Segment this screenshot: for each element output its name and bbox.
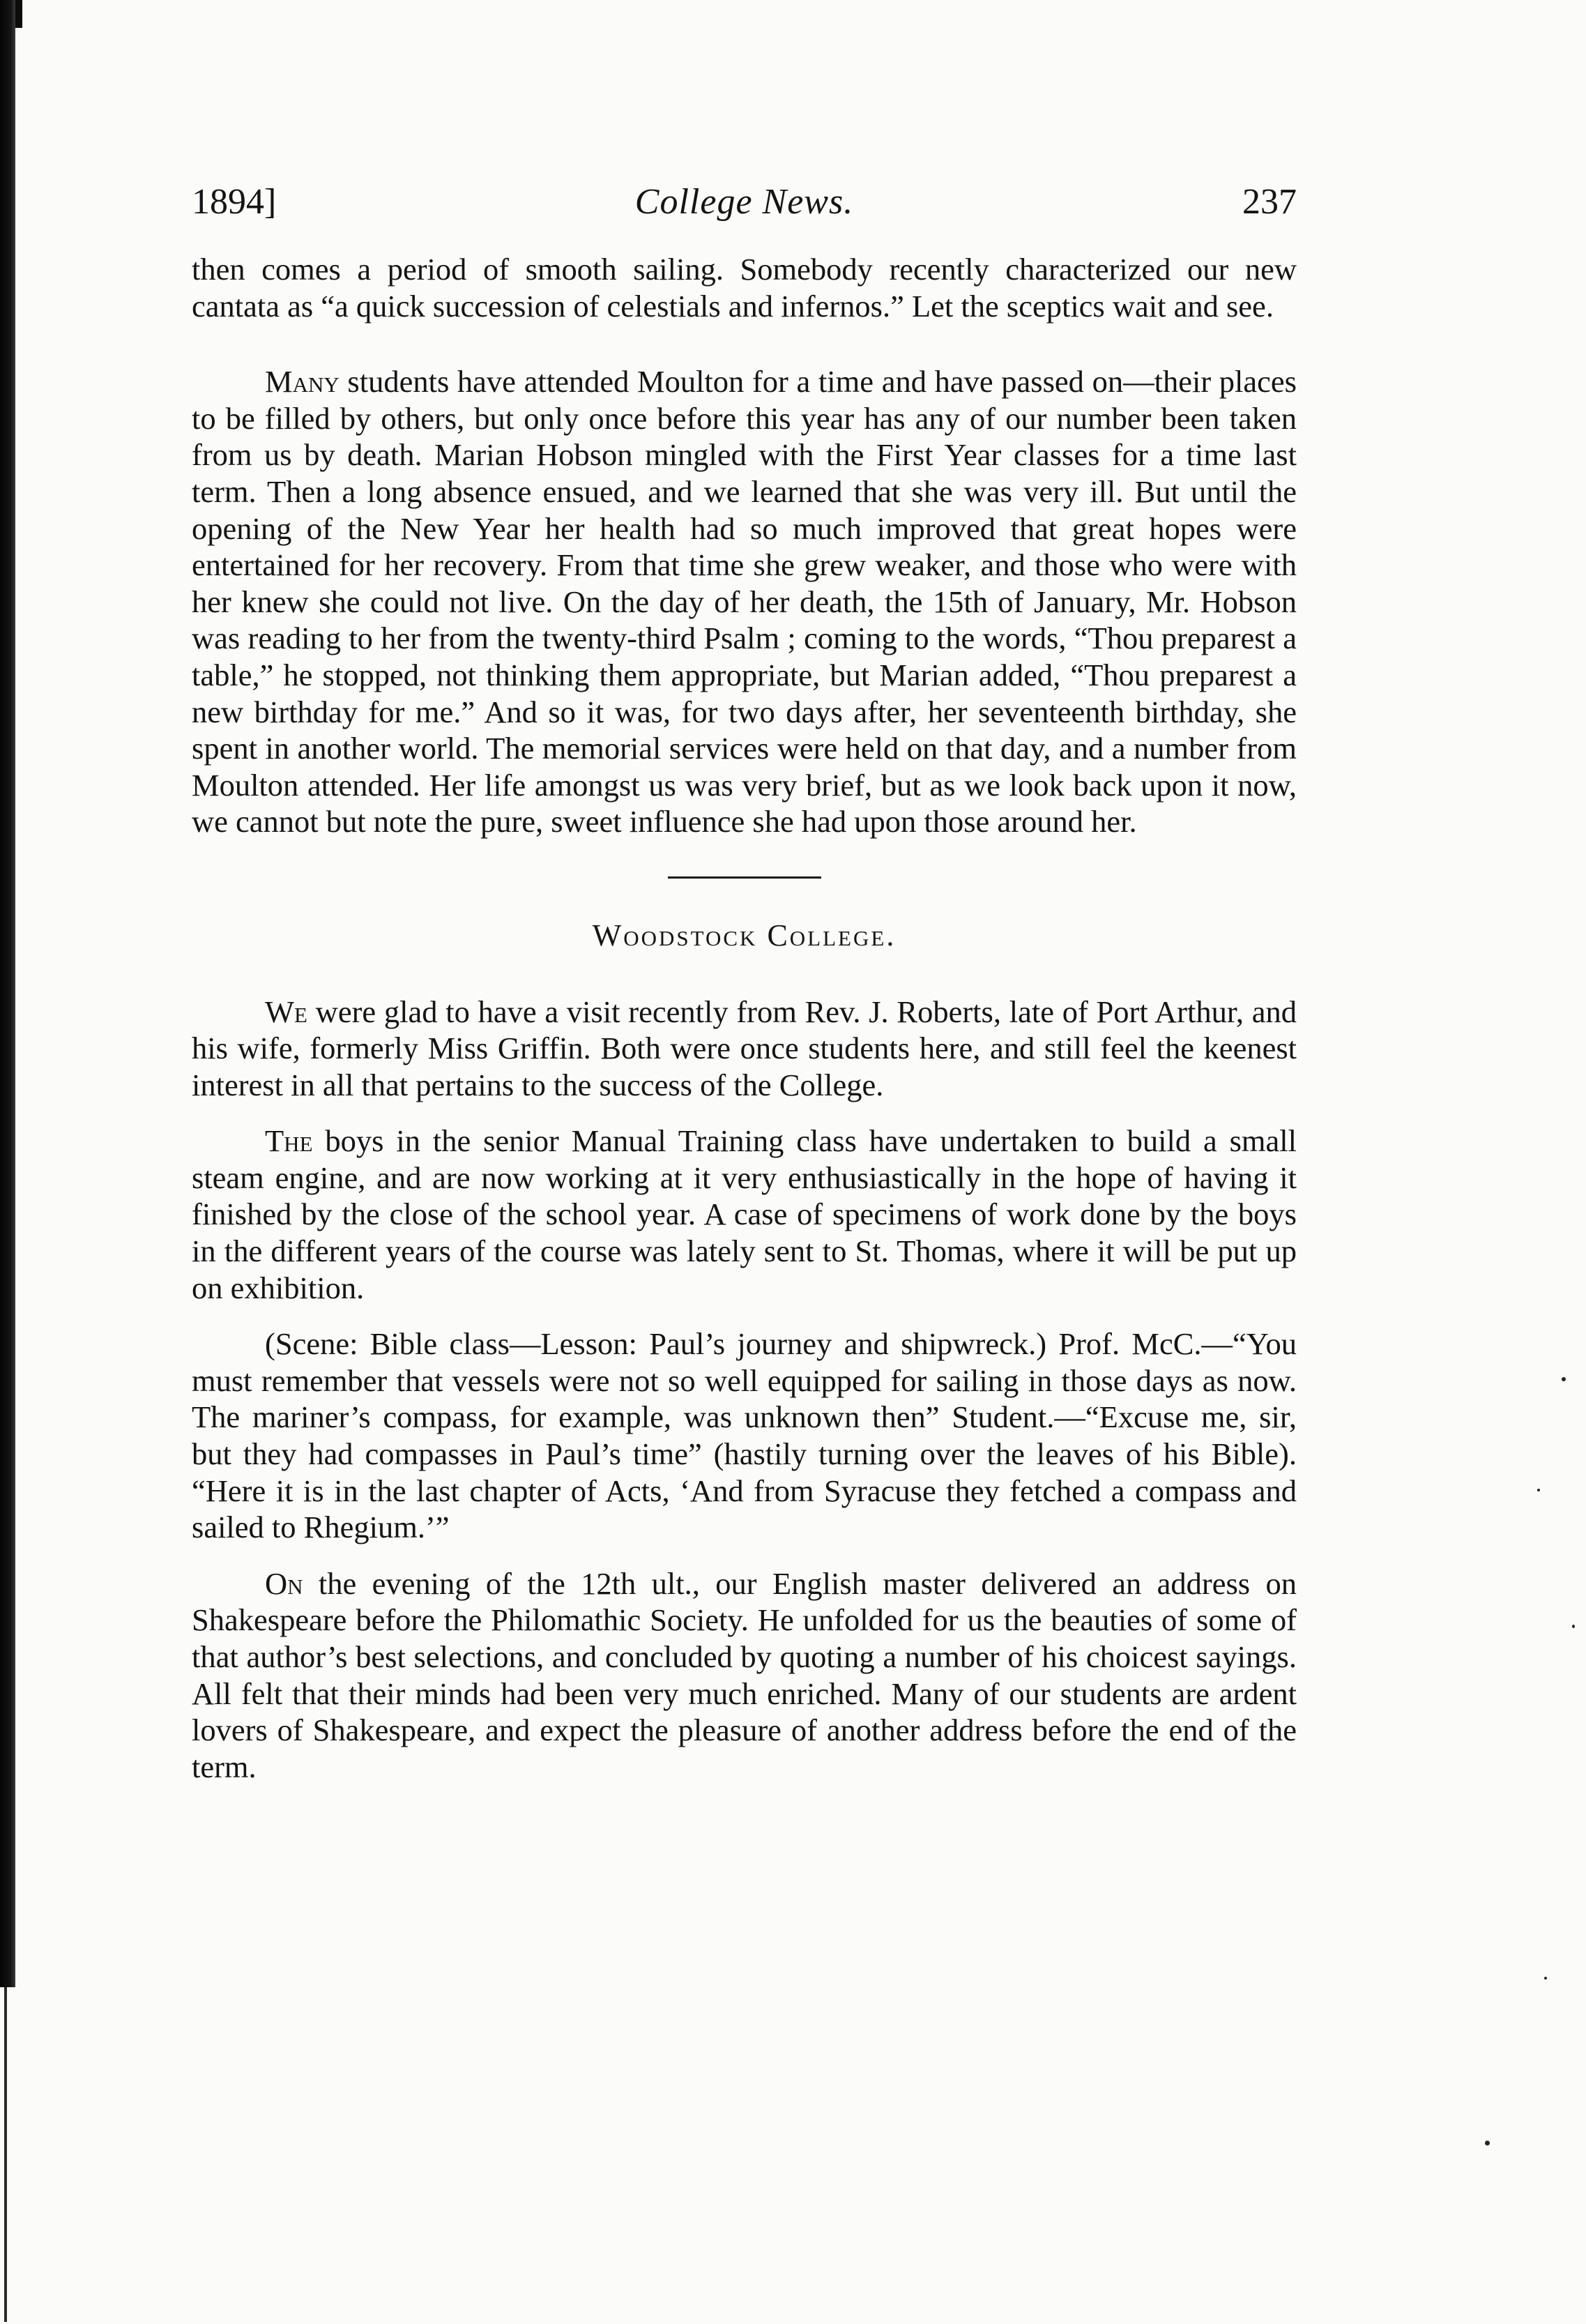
binding-line <box>4 1987 7 2322</box>
scan-speck <box>1537 1489 1540 1491</box>
paragraph-text: were glad to have a visit recently from Rev. J. Roberts, late of Port Arthur, and his wife, formerly Miss Griffin. Both were once students here, and still feel the keenest interest in all that pertains to the success of the College. <box>192 994 1297 1102</box>
paragraph-marian-hobson <box>192 363 1297 840</box>
running-header <box>192 178 1297 227</box>
paragraph-visit <box>192 994 1297 1104</box>
lead-word: The <box>265 1123 313 1159</box>
section-divider <box>668 876 821 879</box>
paragraph-text: students have attended Moulton for a time and have passed on—their places to be filled by others, but only once before this year has any of our number been taken from us by death. Marian Hobson mingled with the First Year classes for a time last term. Then a long absence ensued, and we learned that she was very ill. But until the opening of the New Year her health had so much improved that great hopes were entertained for her recovery. From that time she grew weaker, and those who were with her knew she could not live. On the day of her death, the 15th of January, Mr. Hobson was reading to her from the twenty-third Psalm ; coming to the words, “Thou preparest a table,” he stopped, not thinking them appropriate, but Marian added, “Thou preparest a new birthday for me.” And so it was, for two days after, her seventeenth birthday, she spent in another world. The memorial services were held on that day, and a number from Moulton attended. Her life amongst us was very brief, but as we look back upon it now, we cannot but note the pure, sweet influence she had upon those around her. <box>192 364 1297 840</box>
header-year: 1894] <box>192 182 277 222</box>
section-heading: Woodstock College. <box>592 918 897 952</box>
scan-speck <box>1572 1625 1575 1628</box>
lead-word: On <box>265 1565 303 1601</box>
paragraph-text: the evening of the 12th ult., our English master delivered an address on Shakespeare before the Philomathic Society. He unfolded for us the beauties of some of that author’s best selections, and concluded by quoting a number of his choicest sayings. All felt that their minds had been very much enriched. Many of our students are ardent lovers of Shakespeare, and expect the pleasure of another address before the end of the term. <box>192 1565 1297 1784</box>
header-title: College News. <box>634 182 854 222</box>
article-body <box>192 251 1297 1785</box>
paragraph-shakespeare <box>192 1565 1297 1786</box>
lead-word: We <box>265 994 307 1029</box>
paragraph-cantata: then comes a period of smooth sailing. Somebody recently characterized our new cantata as “a quick succession of celestials and infernos.” Let the sceptics wait and see. <box>192 252 1297 324</box>
scan-speck <box>1562 1377 1566 1381</box>
page-number: 237 <box>1242 182 1297 222</box>
paragraph-text: boys in the senior Manual Training class have undertaken to build a small steam engine, and are now working at it very enthusiastically in the hope of having it finished by the close of the school year. A case of specimens of work done by the boys in the different years of the course was lately sent to St. Thomas, where it will be put up on exhibition. <box>192 1123 1297 1305</box>
binding-shadow-top <box>15 0 22 28</box>
paragraph-bible-class: (Scene: Bible class—Lesson: Paul’s journey and shipwreck.) Prof. McC.—“You must remember that vessels were not so well equipped for sailing in those days as now. The mariner’s compass, for example, was unknown then” Student.—“Excuse me, sir, but they had compasses in Paul’s time” (hastily turning over the leaves of his Bible). “Here it is in the last chapter of Acts, ‘And from Syracuse they fetched a compass and sailed to Rhegium.’” <box>192 1326 1297 1545</box>
scan-speck <box>1485 2141 1490 2145</box>
paragraph-manual-training <box>192 1123 1297 1306</box>
lead-word: Many <box>265 364 340 400</box>
binding-shadow <box>0 0 15 1987</box>
scan-speck <box>1544 1977 1547 1980</box>
